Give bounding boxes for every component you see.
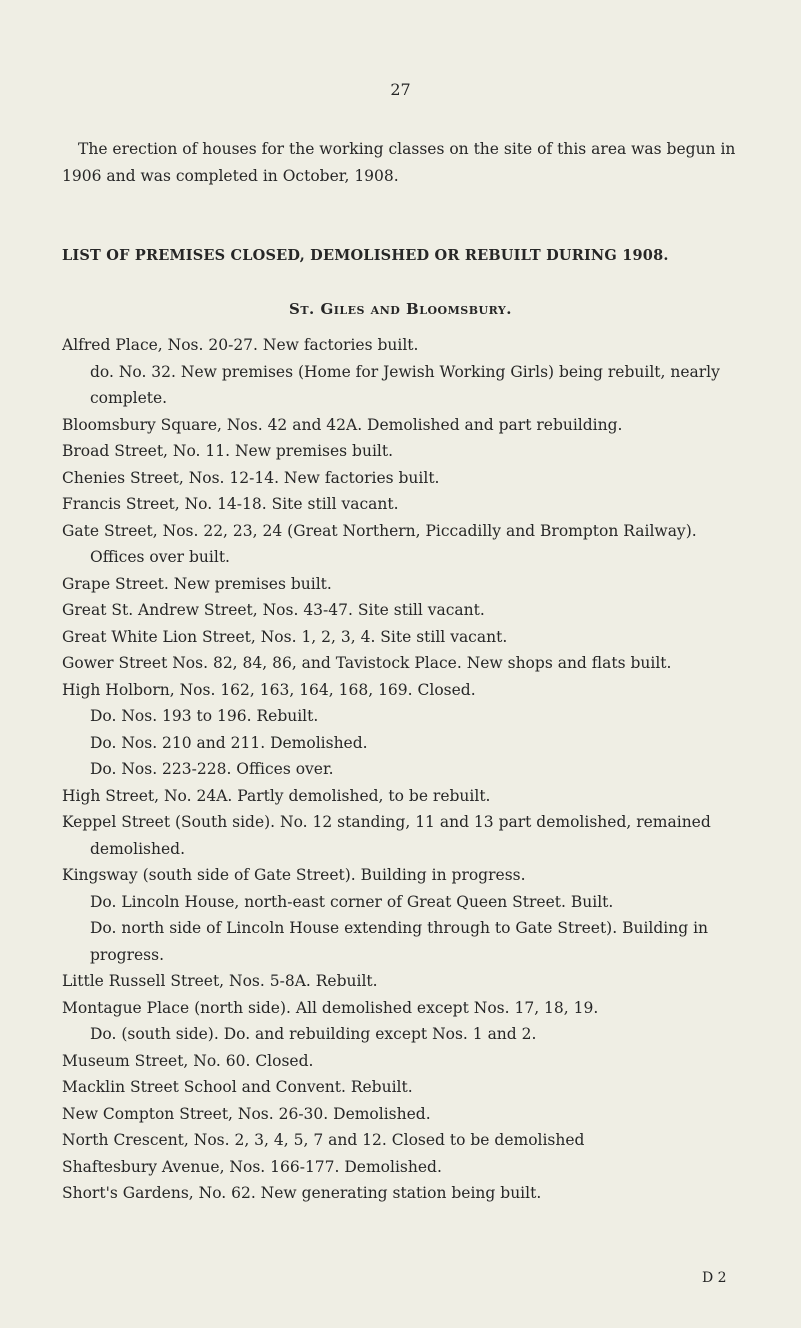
list-item: Montague Place (north side). All demolished except Nos. 17, 18, 19.	[62, 998, 599, 1017]
list-item: Shaftesbury Avenue, Nos. 166-177. Demolished.	[62, 1157, 442, 1176]
list-item: Francis Street, No. 14-18. Site still vacant.	[62, 495, 399, 513]
list-item: Do. Lincoln House, north-east corner of Great Queen Street. Built.	[90, 892, 614, 911]
list-item: New Compton Street, Nos. 26-30. Demolished.	[62, 1104, 431, 1123]
list-item: Chenies Street, Nos. 12-14. New factories built.	[62, 468, 440, 487]
list-item: Keppel Street (South side). No. 12 standing, 11 and 13 part demolished, remained demolished.	[62, 813, 711, 858]
list-item: Do. Nos. 210 and 211. Demolished.	[90, 733, 368, 752]
list-item: Do. Nos. 193 to 196. Rebuilt.	[90, 707, 319, 725]
list-item: Short's Gardens, No. 62. New generating station being built.	[62, 1184, 542, 1202]
signature-mark: D 2	[702, 1270, 727, 1286]
list-item: Little Russell Street, Nos. 5-8A. Rebuilt.	[62, 972, 378, 990]
list-item: Alfred Place, Nos. 20-27. New factories built.	[62, 336, 419, 354]
list-item: Do. north side of Lincoln House extending through to Gate Street). Building in progress.	[90, 919, 709, 964]
list-item: Grape Street. New premises built.	[62, 574, 332, 593]
intro-paragraph: The erection of houses for the working classes on the site of this area was begun in 1906 and was completed in October, 1908.	[62, 140, 736, 185]
page-number: 27	[390, 80, 411, 99]
list-item: Museum Street, No. 60. Closed.	[62, 1051, 314, 1070]
premises-list	[62, 332, 742, 1207]
list-item: Gower Street Nos. 82, 84, 86, and Tavistock Place. New shops and flats built.	[62, 654, 672, 672]
list-item: Macklin Street School and Convent. Rebuilt.	[62, 1078, 413, 1096]
list-item: Do. Nos. 223-228. Offices over.	[90, 760, 334, 778]
list-item: North Crescent, Nos. 2, 3, 4, 5, 7 and 12. Closed to be demolished	[62, 1131, 585, 1149]
list-item: Bloomsbury Square, Nos. 42 and 42A. Demolished and part rebuilding.	[62, 415, 623, 434]
list-item: Gate Street, Nos. 22, 23, 24 (Great Northern, Piccadilly and Brompton Railway). Offices over built.	[62, 521, 697, 566]
list-item: High Holborn, Nos. 162, 163, 164, 168, 169. Closed.	[62, 680, 476, 699]
list-item: do. No. 32. New premises (Home for Jewish Working Girls) being rebuilt, nearly complete.	[90, 362, 720, 407]
district-subheading: St. Giles and Bloomsbury.	[288, 300, 513, 318]
list-item: Broad Street, No. 11. New premises built.	[62, 442, 394, 460]
list-item: Great White Lion Street, Nos. 1, 2, 3, 4. Site still vacant.	[62, 627, 508, 646]
list-item: Kingsway (south side of Gate Street). Building in progress.	[62, 866, 526, 884]
list-item: Great St. Andrew Street, Nos. 43-47. Site still vacant.	[62, 601, 485, 619]
list-item: High Street, No. 24A. Partly demolished, to be rebuilt.	[62, 786, 491, 805]
list-heading: LIST OF PREMISES CLOSED, DEMOLISHED OR REBUILT DURING 1908.	[62, 247, 669, 264]
list-item: Do. (south side). Do. and rebuilding except Nos. 1 and 2.	[90, 1025, 537, 1043]
